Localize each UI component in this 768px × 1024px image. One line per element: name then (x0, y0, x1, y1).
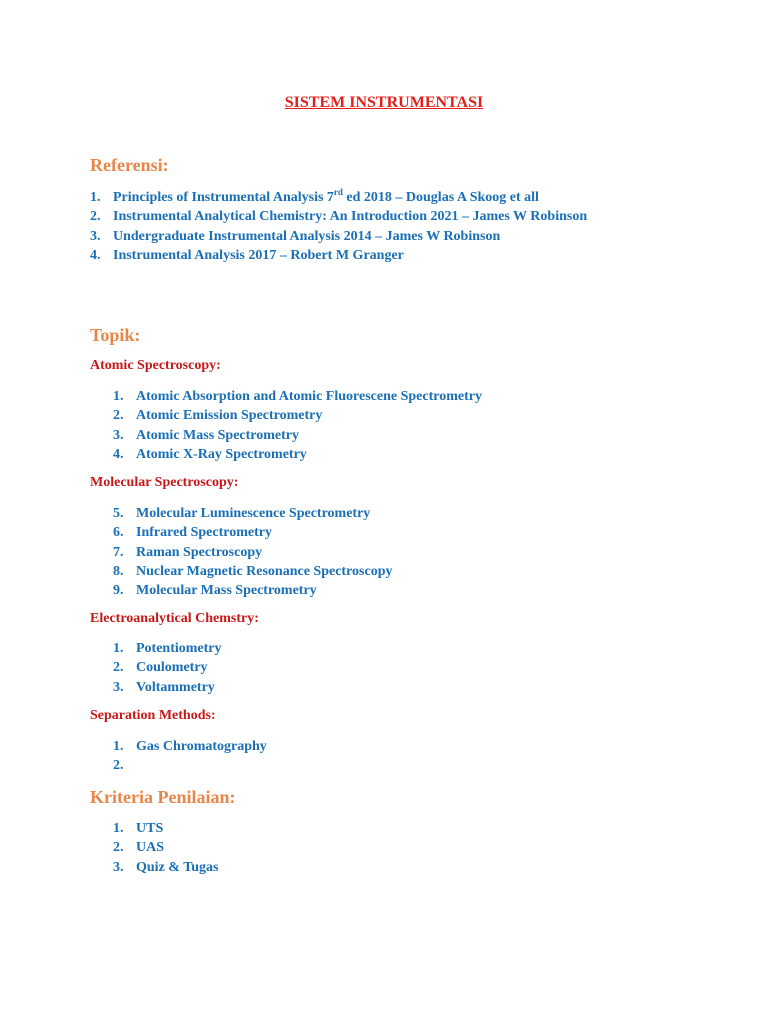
list-number: 3. (90, 228, 101, 244)
list-text: Atomic X-Ray Spectrometry (136, 446, 307, 462)
list-number: 1. (113, 641, 124, 656)
list-number: 1. (113, 739, 124, 754)
section-title-separation: Separation Methods: (90, 708, 216, 723)
list-text: UAS (136, 840, 165, 856)
section-title-atomic: Atomic Spectroscopy: (90, 358, 221, 373)
list-text: Infrared Spectrometry (136, 525, 272, 541)
list-text: Molecular Luminescence Spectrometry (136, 506, 371, 521)
list-text: UTS (136, 821, 164, 836)
list-number: 8. (113, 563, 124, 579)
list-text: Principles of Instrumental Analysis 7rd ed 2018 – Douglas A Skoog et all (113, 187, 539, 205)
list-number: 6. (113, 525, 124, 541)
list-text: Nuclear Magnetic Resonance Spectroscopy (136, 563, 393, 579)
list-number: 2. (113, 408, 124, 424)
list-text: Quiz & Tugas (136, 859, 219, 875)
list-number: 2. (90, 209, 101, 225)
list-number: 4. (113, 446, 124, 462)
list-text: Instrumental Analytical Chemistry: An Introduction 2021 – James W Robinson (113, 209, 588, 225)
list-number: 1. (113, 389, 124, 404)
list-number: 5. (113, 506, 124, 521)
list-text: Instrumental Analysis 2017 – Robert M Granger (113, 247, 404, 263)
list-text: Potentiometry (136, 641, 222, 656)
list-text: Molecular Mass Spectrometry (136, 583, 317, 599)
list-text: Raman Spectroscopy (136, 544, 263, 560)
list-number: 2. (113, 660, 124, 676)
list-number: 3. (113, 859, 124, 875)
list-text: Atomic Mass Spectrometry (136, 427, 300, 443)
list-text: Undergraduate Instrumental Analysis 2014 – James W Robinson (113, 228, 501, 244)
list-number: 2. (113, 840, 124, 856)
list-number: 2. (113, 758, 124, 774)
topik-heading: Topik: (90, 325, 141, 345)
list-text: Atomic Absorption and Atomic Fluorescene Spectrometry (136, 389, 482, 404)
list-number: 9. (113, 583, 124, 599)
list-text: Gas Chromatography (136, 739, 267, 754)
section-title-electroanalytical: Electroanalytical Chemstry: (90, 611, 259, 626)
list-number: 1. (113, 821, 124, 836)
list-number: 7. (113, 544, 124, 560)
page-title: SISTEM INSTRUMENTASI (284, 94, 484, 111)
list-number: 4. (90, 247, 101, 263)
list-number: 3. (113, 427, 124, 443)
referensi-heading: Referensi: (90, 155, 169, 175)
section-title-molecular: Molecular Spectroscopy: (90, 475, 239, 490)
list-number: 1. (90, 190, 101, 205)
list-number: 3. (113, 679, 124, 695)
list-text: Voltammetry (136, 679, 215, 695)
list-text: Atomic Emission Spectrometry (136, 408, 323, 424)
kriteria-heading: Kriteria Penilaian: (90, 787, 236, 807)
list-text: Coulometry (136, 660, 208, 676)
